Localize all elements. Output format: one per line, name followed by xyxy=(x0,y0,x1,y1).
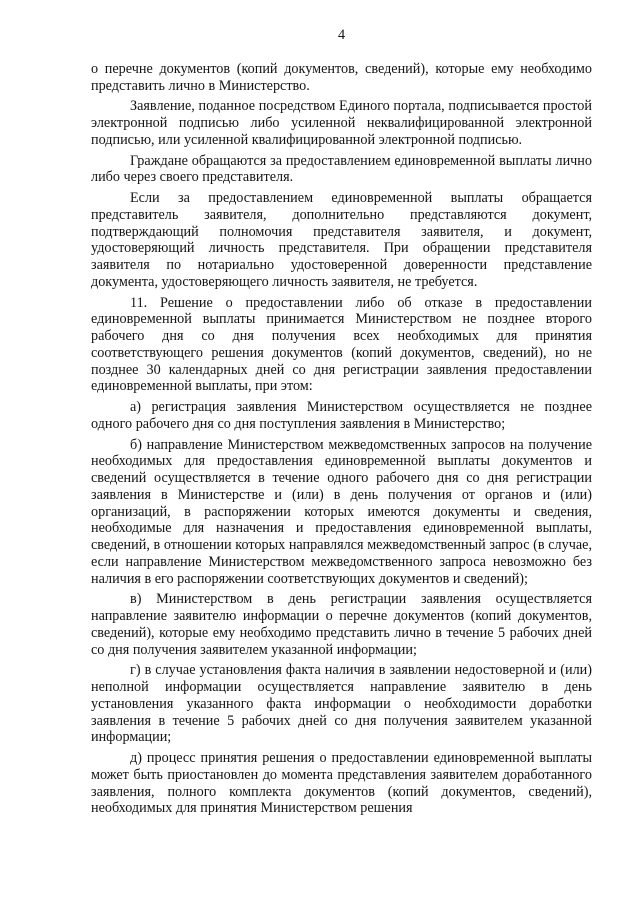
page-number: 4 xyxy=(337,27,346,43)
paragraph-clause-11: 11. Решение о предоставлении либо об отказе в предоставлении единовременной выплаты принимается Министерством не позднее второго рабочего дня со дня получения всех необходимых для принятия соответствующего решения документов (копий документов, сведений), но не позднее 30 календарных дней со дня регистрации заявления предоставлении единовременной выплаты, при этом: xyxy=(91,294,592,395)
paragraph-item-v: в) Министерством в день регистрации заявления осуществляется направление заявителю информации о перечне документов (копий документов, сведений), которые ему необходимо представить лично в течение 5 рабочих дней со дня получения заявителем указанной информации; xyxy=(91,591,592,658)
paragraph-item-d: д) процесс принятия решения о предоставлении единовременной выплаты может быть приостановлен до момента представления заявителем доработанного заявления, полного комплекта документов (копий документов, сведений), необходимых для принятия Министерством решения xyxy=(91,750,592,817)
paragraph-item-b: б) направление Министерством межведомственных запросов на получение необходимых для предоставления единовременной выплаты документов и сведений осуществляется в течение одного рабочего дня со дня регистрации заявления в Министерстве и (или) в день получения от органов и (или) организаций, в распоряжении которых имеются документы и сведения, необходимые для назначения и предоставления единовременной выплаты, сведений, в отношении которых направлялся межведомственный запрос (в случае, если направление Министерством межведомственного запроса невозможно без наличия в его распоряжении соответствующих документов и сведений); xyxy=(91,436,592,587)
paragraph-item-g: г) в случае установления факта наличия в заявлении недостоверной и (или) неполной информации осуществляется направление заявителю в день установления указанного факта информации о необходимости доработки заявления в течение 5 рабочих дней со дня получения заявителем указанной информации; xyxy=(91,662,592,746)
paragraph-item-a: а) регистрация заявления Министерством осуществляется не позднее одного рабочего дня со дня поступления заявления в Министерство; xyxy=(91,399,592,432)
paragraph-continuation: о перечне документов (копий документов, сведений), которые ему необходимо представить лично в Министерство. xyxy=(91,60,592,94)
paragraph-portal-signature: Заявление, поданное посредством Единого портала, подписывается простой электронной подписью либо усиленной неквалифицированной электронной подписью, или усиленной квалифицированной электронной подписью. xyxy=(91,98,592,148)
paragraph-representative: Если за предоставлением единовременной выплаты обращается представитель заявителя, дополнительно представляются документ, подтверждающий полномочия представителя заявителя, и документ, удостоверяющий личность представителя. При обращении представителя заявителя по нотариально удостоверенной доверенности представление документа, удостоверяющего личность заявителя, не требуется. xyxy=(91,190,592,290)
paragraph-citizens-apply: Граждане обращаются за предоставлением единовременной выплаты лично либо через своего представителя. xyxy=(91,152,592,186)
